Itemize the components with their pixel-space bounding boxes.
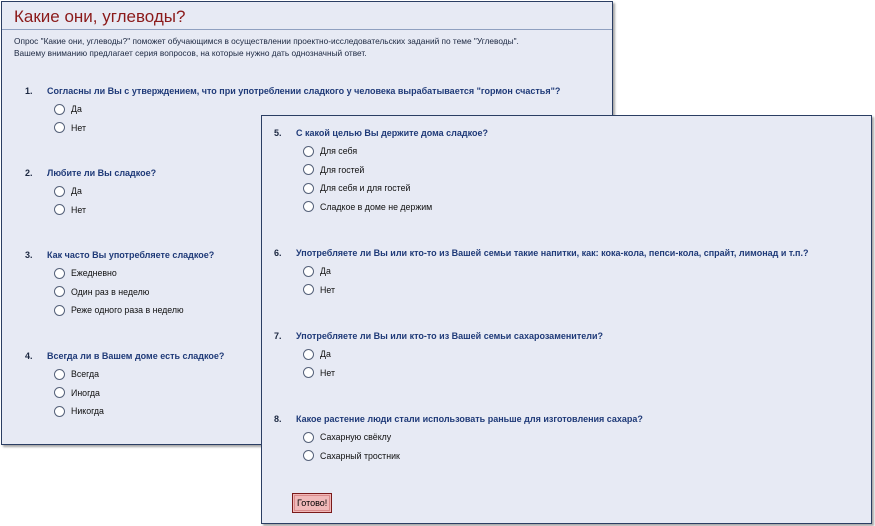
option-sugar-cane[interactable]: [274, 447, 400, 466]
question-text: Какое растение люди стали использовать раньше для изготовления сахара?: [296, 414, 643, 424]
option-yes[interactable]: [25, 182, 86, 201]
option-label: Да: [320, 266, 331, 277]
radio-button[interactable]: [303, 183, 314, 194]
form-intro: [14, 35, 606, 59]
question-number: 3.: [25, 250, 33, 260]
radio-button[interactable]: [54, 406, 65, 417]
option-label: Всегда: [71, 369, 99, 380]
option-label: Нет: [320, 284, 335, 295]
radio-button[interactable]: [303, 146, 314, 157]
option-label: Для гостей: [320, 164, 365, 175]
question-6: [274, 248, 809, 299]
radio-button[interactable]: [303, 432, 314, 443]
question-text: Любите ли Вы сладкое?: [47, 168, 157, 178]
radio-button[interactable]: [303, 201, 314, 212]
question-5: [274, 128, 488, 216]
radio-button[interactable]: [54, 104, 65, 115]
radio-button[interactable]: [54, 286, 65, 297]
question-2: [25, 168, 157, 219]
radio-button[interactable]: [303, 349, 314, 360]
option-label: Да: [320, 349, 331, 360]
option-label: Да: [71, 104, 82, 115]
radio-button[interactable]: [54, 305, 65, 316]
radio-button[interactable]: [54, 122, 65, 133]
question-number: 4.: [25, 351, 33, 361]
option-label: Ежедневно: [71, 268, 117, 279]
radio-button[interactable]: [303, 367, 314, 378]
question-text: Как часто Вы употребляете сладкое?: [47, 250, 215, 260]
question-text: Употребляете ли Вы или кто-то из Вашей семьи сахарозаменители?: [296, 331, 603, 341]
option-yes[interactable]: [25, 100, 86, 119]
option-label: Один раз в неделю: [71, 286, 150, 297]
option-label: Иногда: [71, 387, 100, 398]
question-text: Употребляете ли Вы или кто-то из Вашей семьи такие напитки, как: кока-кола, пепси-кола, спрайт, лимонад и т.п.?: [296, 248, 809, 258]
title-divider: [2, 29, 612, 30]
radio-button[interactable]: [303, 284, 314, 295]
option-label: Сахарный тростник: [320, 450, 400, 461]
question-3: [25, 250, 215, 320]
option-label: Да: [71, 186, 82, 197]
option-no[interactable]: [25, 119, 86, 138]
option-no[interactable]: [25, 201, 86, 220]
option-sometimes[interactable]: [25, 384, 104, 403]
option-label: Нет: [320, 367, 335, 378]
question-7: [274, 331, 603, 382]
radio-button[interactable]: [303, 266, 314, 277]
radio-button[interactable]: [54, 186, 65, 197]
question-8: [274, 414, 643, 465]
option-never[interactable]: [25, 402, 104, 421]
intro-line-2: Вашему вниманию предлагает серия вопросов, на которые нужно дать однозначный ответ.: [14, 48, 367, 58]
question-number: 6.: [274, 248, 282, 258]
option-yes[interactable]: [274, 262, 335, 281]
option-none-kept[interactable]: [274, 198, 432, 217]
radio-button[interactable]: [54, 268, 65, 279]
option-label: Сладкое в доме не держим: [320, 201, 433, 212]
option-weekly[interactable]: [25, 283, 184, 302]
option-label: Нет: [71, 122, 86, 133]
submit-button[interactable]: Готово!: [292, 493, 332, 513]
option-daily[interactable]: [25, 264, 184, 283]
question-4: [25, 351, 225, 421]
intro-line-1: Опрос "Какие они, углеводы?" поможет обучающимся в осуществлении проектно-исследовательских заданий по теме "Углеводы".: [14, 36, 519, 46]
option-label: Реже одного раза в неделю: [71, 305, 184, 316]
option-sugar-beet[interactable]: [274, 428, 400, 447]
question-text: Всегда ли в Вашем доме есть сладкое?: [47, 351, 225, 361]
survey-window-front: [261, 115, 872, 524]
radio-button[interactable]: [303, 164, 314, 175]
option-for-self[interactable]: [274, 142, 432, 161]
option-label: Нет: [71, 204, 86, 215]
option-label: Никогда: [71, 406, 104, 417]
radio-button[interactable]: [303, 450, 314, 461]
option-for-guests[interactable]: [274, 161, 432, 180]
question-text: С какой целью Вы держите дома сладкое?: [296, 128, 488, 138]
option-always[interactable]: [25, 365, 104, 384]
question-number: 5.: [274, 128, 282, 138]
option-label: Для себя: [320, 146, 358, 157]
option-yes[interactable]: [274, 345, 335, 364]
option-rarely[interactable]: [25, 301, 184, 320]
option-label: Сахарную свёклу: [320, 432, 392, 443]
radio-button[interactable]: [54, 204, 65, 215]
form-title: Какие они, углеводы?: [14, 7, 186, 26]
option-label: Для себя и для гостей: [320, 183, 411, 194]
radio-button[interactable]: [54, 387, 65, 398]
option-no[interactable]: [274, 281, 335, 300]
question-number: 2.: [25, 168, 33, 178]
option-no[interactable]: [274, 364, 335, 383]
option-for-both[interactable]: [274, 179, 432, 198]
question-number: 8.: [274, 414, 282, 424]
question-number: 7.: [274, 331, 282, 341]
radio-button[interactable]: [54, 369, 65, 380]
question-number: 1.: [25, 86, 33, 96]
question-text: Согласны ли Вы с утверждением, что при употреблении сладкого у человека вырабатывается "гормон счастья"?: [47, 86, 561, 96]
